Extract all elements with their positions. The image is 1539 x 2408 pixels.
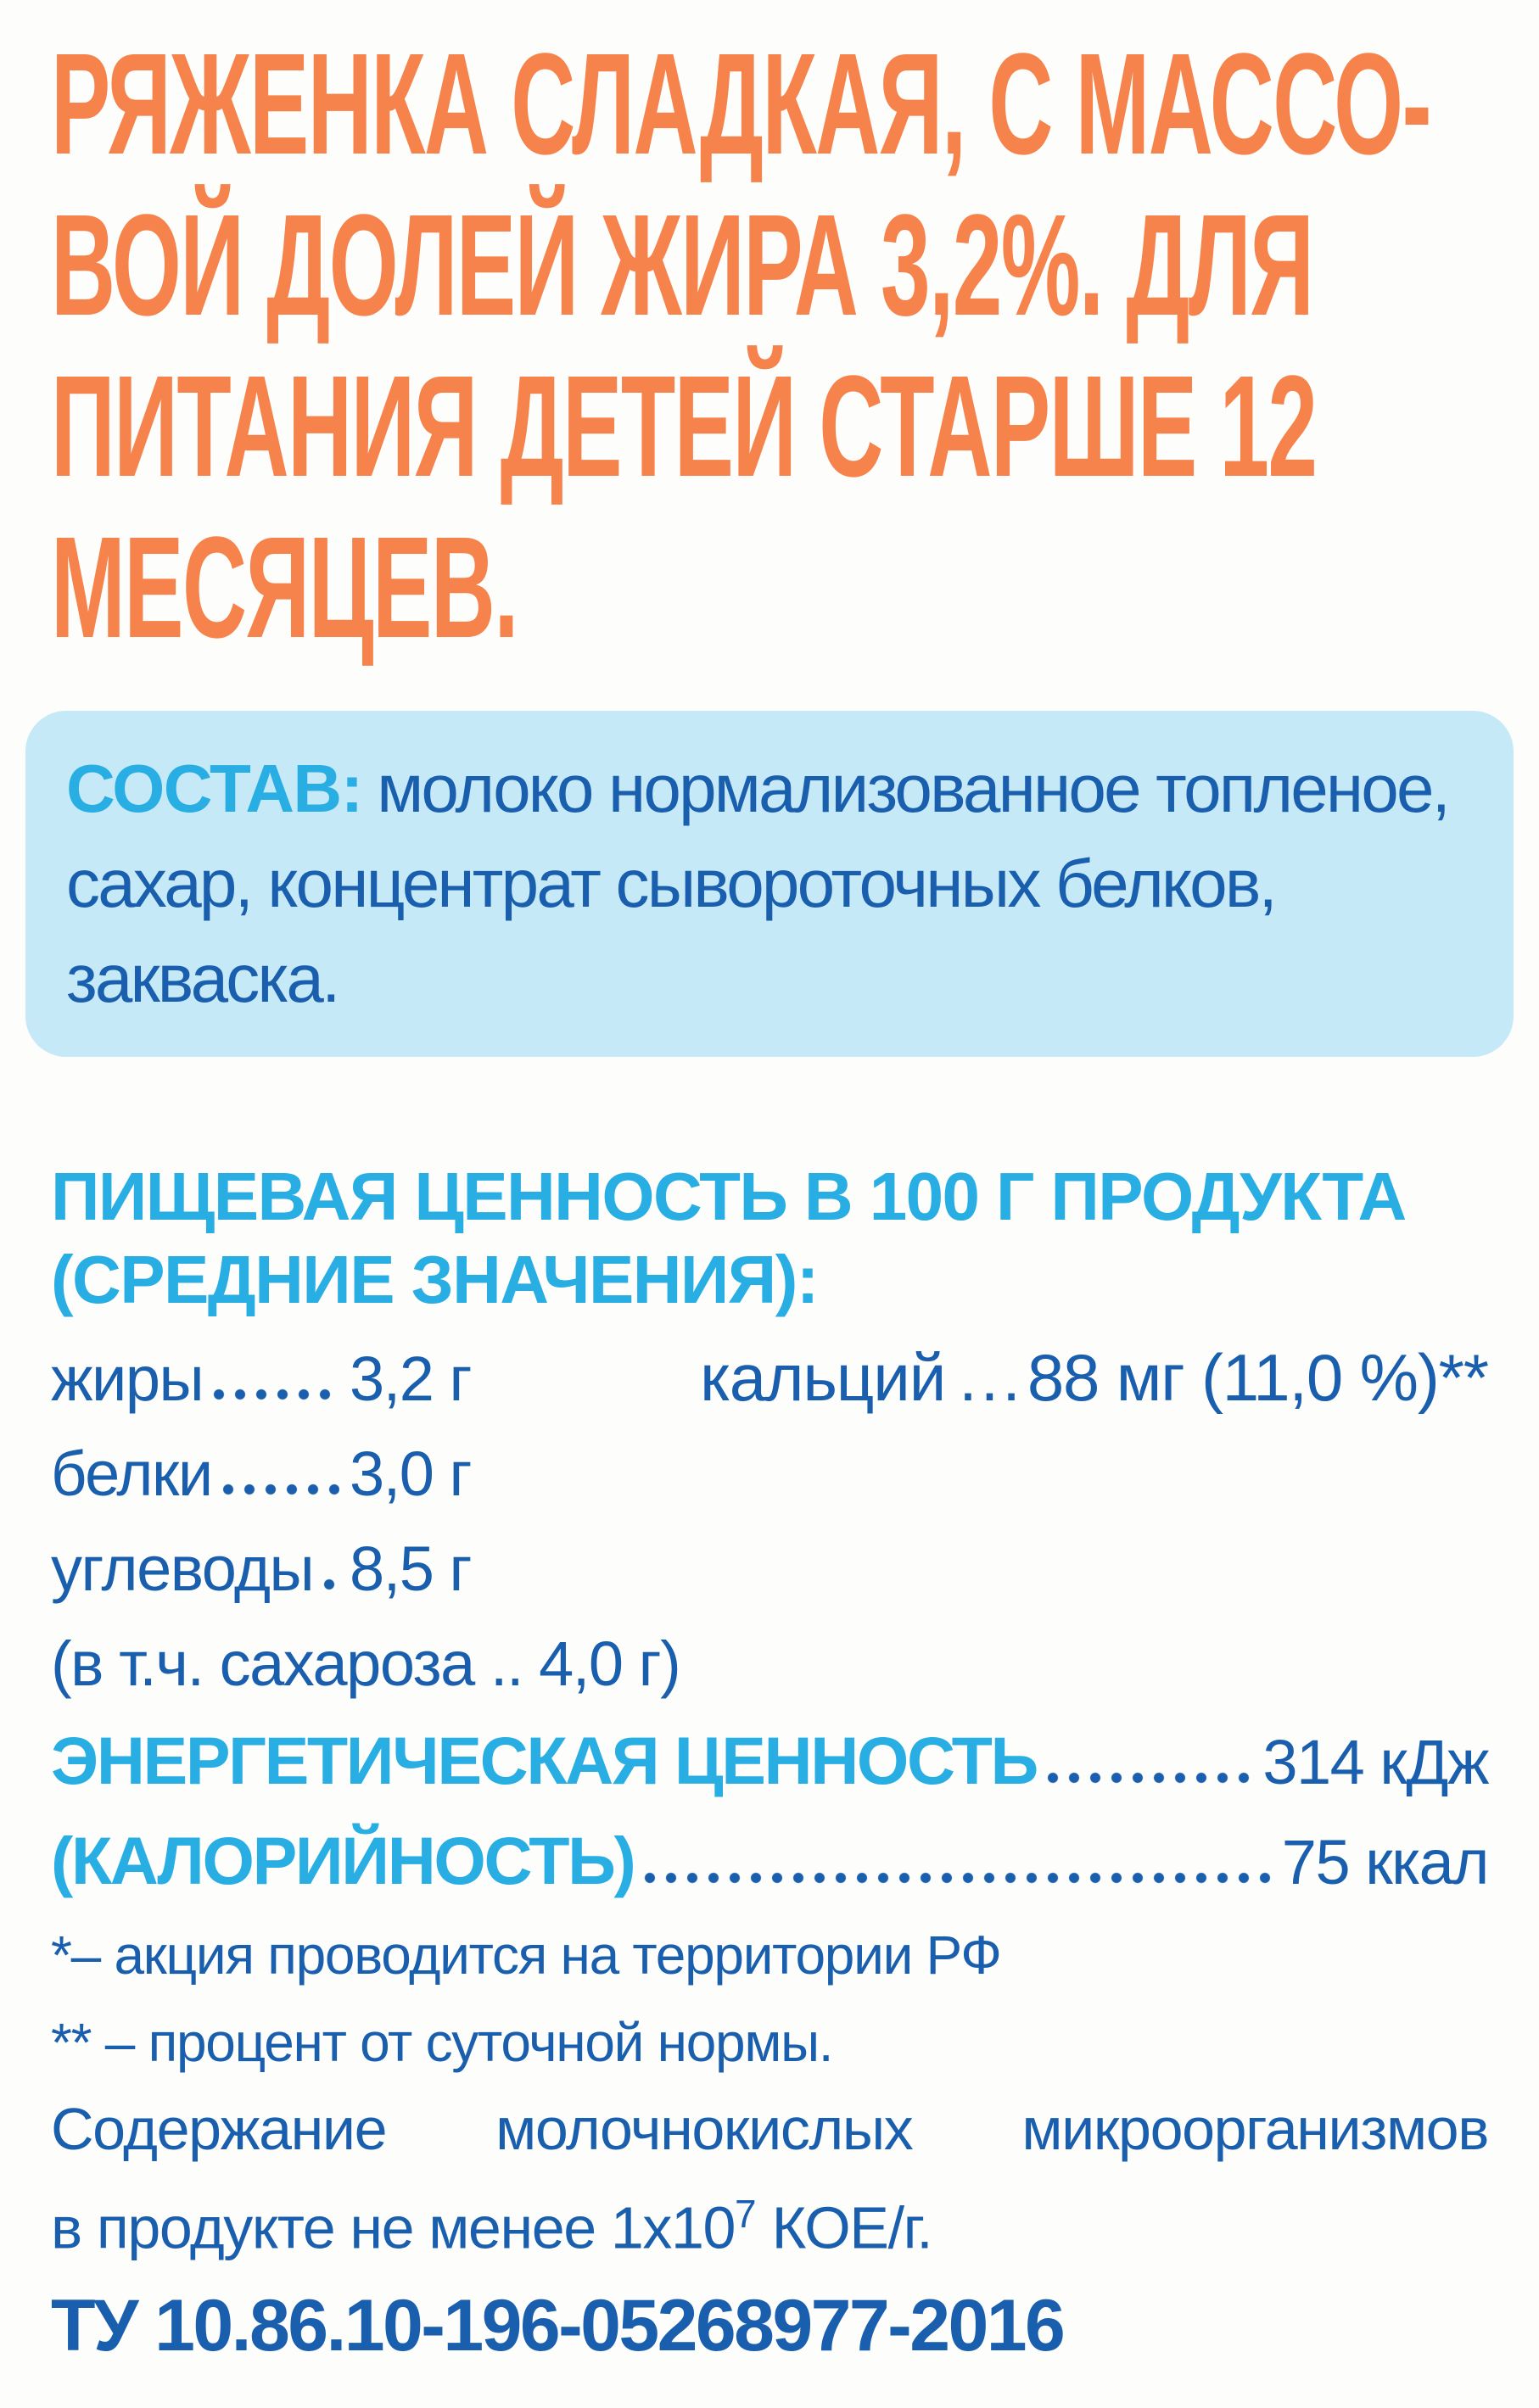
dotted-leader [323, 1578, 339, 1590]
nutrition-heading-line: ПИЩЕВАЯ ЦЕННОСТЬ В 100 Г ПРОДУКТА [51, 1159, 1406, 1234]
nutrient-value: 88 мг (11,0 %)** [1027, 1340, 1488, 1415]
microorganisms-unit: КОЕ/г. [756, 2194, 932, 2261]
nutrient-cell [51, 1427, 350, 1522]
composition-text: молоко нормализованное топленое, [377, 751, 1449, 826]
nutrient-value: 3,0 г [350, 1439, 472, 1509]
nutrition-row-carbs [51, 1522, 1488, 1617]
dotted-leader [644, 1872, 1271, 1884]
nutrition-row-energy [51, 1712, 1488, 1812]
nutrient-value: 8,5 г [350, 1534, 472, 1604]
product-title-line: РЯЖЕНКА СЛАДКАЯ, С МАССО- [51, 24, 1431, 185]
microorganisms-text: в продукте не менее 1х10 [51, 2194, 736, 2261]
footnote-promo-rf: *– акция проводится на территории РФ [51, 1925, 1001, 1986]
nutrient-cell [51, 1332, 350, 1427]
composition-label: СОСТАВ: [66, 751, 362, 826]
composition-box [25, 711, 1514, 1057]
nutrient-label: углеводы [51, 1534, 314, 1604]
superscript-exponent: 7 [735, 2192, 757, 2236]
nutrient-label: жиры [51, 1344, 204, 1414]
product-title-line: ВОЙ ДОЛЕЙ ЖИРА 3,2%. ДЛЯ [51, 185, 1313, 346]
dotted-leader-short: ... [959, 1340, 1024, 1415]
nutrient-label: белки [51, 1439, 212, 1509]
nutrition-calcium [700, 1330, 1488, 1425]
energy-value: 314 кДж [1262, 1727, 1488, 1797]
nutrition-heading [51, 1155, 1488, 1321]
nutrition-row-fats [51, 1330, 1488, 1427]
nutrition-heading-line: (СРЕДНИЕ ЗНАЧЕНИЯ): [51, 1242, 818, 1317]
microorganisms-line2 [51, 2171, 1488, 2270]
dotted-leader [1047, 1772, 1252, 1784]
nutrition-row-sucrose: (в т.ч. сахароза .. 4,0 г) [51, 1629, 680, 1699]
tu-standard-number: ТУ 10.86.10-196-05268977-2016 [51, 2285, 1064, 2367]
nutrition-row-proteins [51, 1427, 1488, 1522]
product-title-line: ПИТАНИЯ ДЕТЕЙ СТАРШЕ 12 [51, 346, 1317, 507]
dotted-leader [222, 1483, 339, 1495]
composition-line: закваска. [66, 941, 339, 1016]
microorganisms-line1: Содержание молочнокислых микроорганизмов [51, 2096, 1488, 2162]
nutrient-label: кальций [700, 1340, 946, 1415]
product-title-line: МЕСЯЦЕВ. [51, 507, 518, 668]
product-title [51, 24, 1488, 668]
nutrition-row-calories [51, 1812, 1488, 1912]
composition-line [66, 741, 1473, 836]
composition-line: сахар, концентрат сывороточных белков, [66, 846, 1275, 921]
nutrient-cell [51, 1522, 350, 1617]
dotted-leader [213, 1388, 339, 1400]
nutrition-table [51, 1330, 1488, 1912]
footnote-daily-norm: ** – процент от суточной нормы. [51, 2012, 833, 2073]
calories-value: 75 ккал [1281, 1827, 1488, 1897]
nutrient-value: 3,2 г [350, 1344, 472, 1414]
calories-label: (КАЛОРИЙНОСТЬ) [51, 1823, 635, 1898]
energy-label: ЭНЕРГЕТИЧЕСКАЯ ЦЕННОСТЬ [51, 1723, 1037, 1798]
